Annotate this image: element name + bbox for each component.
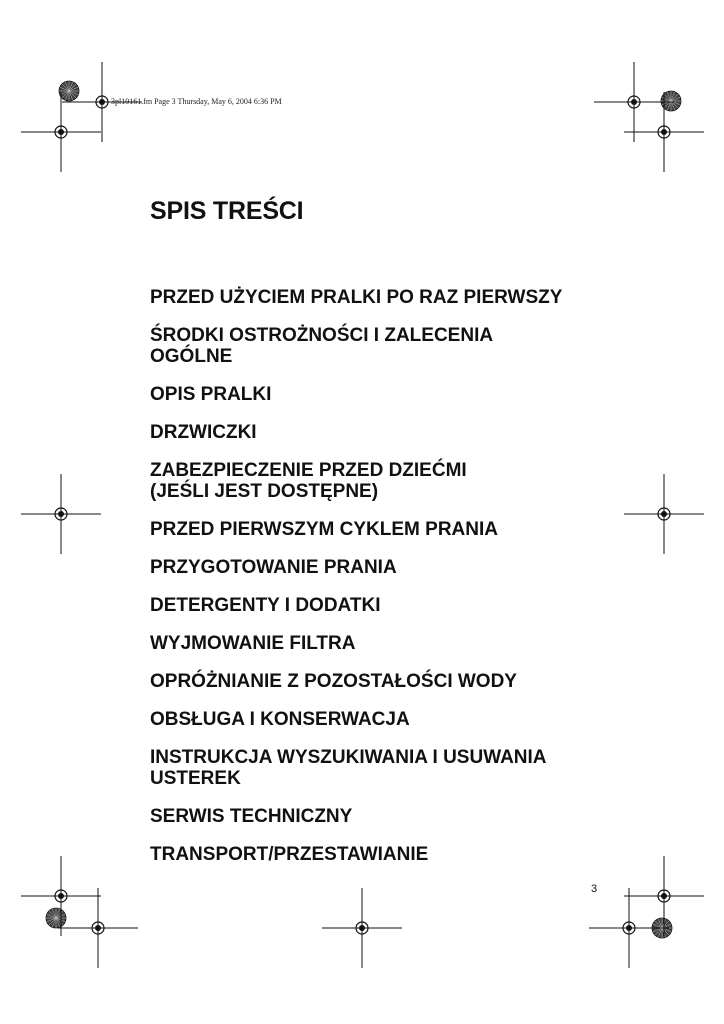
toc-item: DRZWICZKI bbox=[150, 422, 257, 443]
toc-item: TRANSPORT/PRZESTAWIANIE bbox=[150, 844, 429, 865]
table-of-contents bbox=[150, 287, 630, 882]
toc-item: ŚRODKI OSTROŻNOŚCI I ZALECENIA OGÓLNE bbox=[150, 325, 494, 367]
toc-item: PRZED PIERWSZYM CYKLEM PRANIA bbox=[150, 519, 499, 540]
registration-crosshair-icon bbox=[624, 92, 704, 172]
toc-item: INSTRUKCJA WYSZUKIWANIA I USUWANIA USTEREK bbox=[150, 747, 547, 789]
toc-item: PRZED UŻYCIEM PRALKI PO RAZ PIERWSZY bbox=[150, 287, 563, 308]
toc-item: OPRÓŻNIANIE Z POZOSTAŁOŚCI WODY bbox=[150, 671, 517, 692]
registration-crosshair-icon bbox=[322, 888, 402, 968]
toc-item: SERWIS TECHNICZNY bbox=[150, 806, 353, 827]
file-info-header: 3pl10161.fm Page 3 Thursday, May 6, 2004 6:36 PM bbox=[111, 97, 282, 106]
toc-item: OBSŁUGA I KONSERWACJA bbox=[150, 709, 410, 730]
toc-item: ZABEZPIECZENIE PRZED DZIEĆMI (JEŚLI JEST DOSTĘPNE) bbox=[150, 460, 467, 502]
registration-crosshair-icon bbox=[589, 888, 669, 968]
toc-item: PRZYGOTOWANIE PRANIA bbox=[150, 557, 397, 578]
registration-crosshair-icon bbox=[624, 474, 704, 554]
toc-item: OPIS PRALKI bbox=[150, 384, 272, 405]
toc-item: DETERGENTY I DODATKI bbox=[150, 595, 381, 616]
registration-crosshair-icon bbox=[58, 888, 138, 968]
page-title: SPIS TREŚCI bbox=[150, 197, 304, 225]
page-number: 3 bbox=[591, 883, 598, 895]
toc-item: WYJMOWANIE FILTRA bbox=[150, 633, 356, 654]
registration-crosshair-icon bbox=[21, 474, 101, 554]
registration-crosshair-icon bbox=[21, 92, 101, 172]
